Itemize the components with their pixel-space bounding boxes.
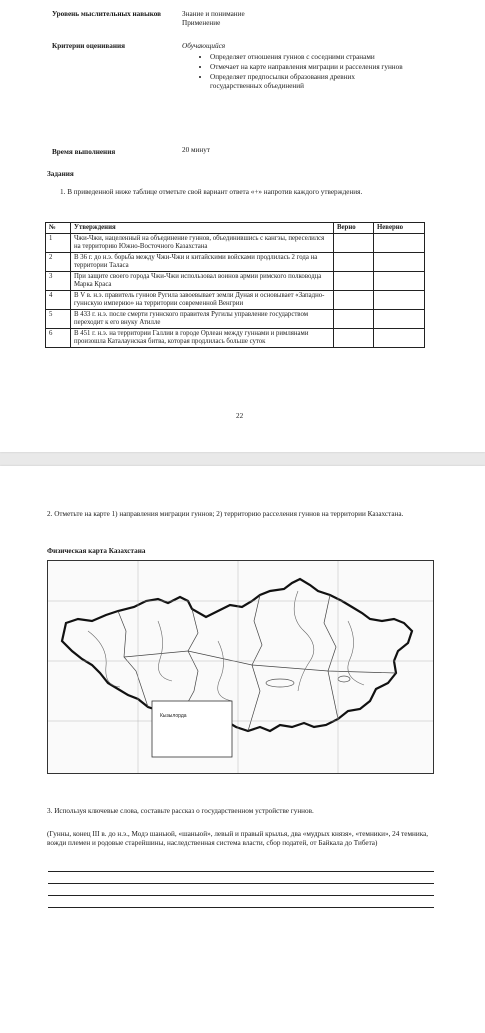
map-title: Физическая карта Казахстана: [47, 547, 146, 555]
answer-line[interactable]: [48, 883, 434, 884]
river-line: [348, 621, 364, 685]
answer-line[interactable]: [48, 907, 434, 908]
skill-level-label: Уровень мыслительных навыков: [52, 10, 162, 18]
row-statement: В V в. н.э. правитель гуннов Ругила завоевывает земли Дуная и основывает «Западно-гуннскую империю» на территории современной Венгрии: [71, 291, 334, 310]
country-border: [62, 579, 412, 731]
header-true: Верно: [334, 223, 374, 234]
answer-true-cell[interactable]: [334, 234, 374, 253]
table-row: [46, 329, 425, 348]
row-number: 3: [46, 272, 71, 291]
skill-level-value-1: Знание и понимание: [182, 10, 245, 18]
tasks-heading: Задания: [47, 170, 74, 178]
answer-false-cell[interactable]: [374, 253, 425, 272]
region-line: [324, 595, 338, 719]
statements-table: [45, 222, 425, 348]
map-inset-label: Кызылорда: [160, 713, 187, 719]
answer-true-cell[interactable]: [334, 291, 374, 310]
row-number: 2: [46, 253, 71, 272]
river-line: [294, 591, 314, 691]
time-label: Время выполнения: [52, 148, 116, 156]
answer-line[interactable]: [48, 871, 434, 872]
header-statements: Утверждения: [71, 223, 334, 234]
header-number: №: [46, 223, 71, 234]
skill-level-value-2: Применение: [182, 19, 221, 27]
table-row: [46, 272, 425, 291]
map-inset-box: [152, 701, 232, 757]
criteria-list: [196, 53, 406, 92]
table-row: [46, 234, 425, 253]
answer-false-cell[interactable]: [374, 272, 425, 291]
row-statement: В 433 г. н.э. после смерти гуннского правителя Ругилы управление государством переходит к его внуку Атилле: [71, 310, 334, 329]
river-line: [158, 621, 172, 681]
task-3-text: 3. Используя ключевые слова, составьте рассказ о государственном устройстве гуннов.: [47, 807, 314, 815]
task-3-keywords: (Гунны, конец III в. до н.э., Модэ шаньюй, «шаньюй», левый и правый крылья, два «мудрых князя», «темники», 24 темника, вожди племен и родовые старейшины, наследственная система власти, сбор податей, от Байкала до Тибета): [47, 830, 429, 847]
header-false: Неверно: [374, 223, 425, 234]
region-line: [124, 651, 396, 673]
time-value: 20 минут: [182, 146, 210, 154]
row-statement: Чжи-Чжи, нацеленный на объединение гуннов, объединившись с кангэы, переселился на территорию Южно-Восточного Казахстана: [71, 234, 334, 253]
answer-true-cell[interactable]: [334, 253, 374, 272]
map-outline-svg: [48, 561, 433, 773]
row-number: 5: [46, 310, 71, 329]
criteria-label: Критерии оценивания: [52, 42, 126, 50]
criteria-item: • Определяет предпосылки образования древних государственных объединений: [210, 73, 406, 91]
criteria-intro: Обучающийся: [182, 42, 226, 50]
row-number: 1: [46, 234, 71, 253]
answer-true-cell[interactable]: [334, 329, 374, 348]
criteria-item: • Определяет отношения гуннов с соседними странами: [210, 53, 406, 62]
answer-false-cell[interactable]: [374, 291, 425, 310]
kazakhstan-map[interactable]: [47, 560, 434, 774]
row-statement: При защите своего города Чжи-Чжи использовал воинов армии римского полководца Марка Краса: [71, 272, 334, 291]
criteria-item: • Отмечает на карте направления миграции и расселения гуннов: [210, 63, 406, 72]
answer-false-cell[interactable]: [374, 234, 425, 253]
document-page-2: [0, 466, 485, 1033]
answer-false-cell[interactable]: [374, 310, 425, 329]
task-2-text: 2. Отметьте на карте 1) направления миграции гуннов; 2) территорию расселения гуннов на территории Казахстана.: [47, 510, 404, 518]
row-statement: В 451 г. н.э. на территории Галлии в городе Орлеан между гуннами и римлянами произошла Каталаунская битва, которая продлилась больше суток: [71, 329, 334, 348]
table-row: [46, 291, 425, 310]
task-1-text: 1. В приведенной ниже таблице отметьте свой вариант ответа «+» напротив каждого утверждения.: [60, 188, 363, 196]
row-statement: В 36 г. до н.э. борьба между Чжи-Чжи и китайскими войсками продлилась 2 года на территории Таласа: [71, 253, 334, 272]
answer-false-cell[interactable]: [374, 329, 425, 348]
page-number: 22: [236, 412, 244, 420]
answer-true-cell[interactable]: [334, 272, 374, 291]
table-row: [46, 310, 425, 329]
document-page-1: [0, 0, 485, 452]
row-number: 4: [46, 291, 71, 310]
table-row: [46, 253, 425, 272]
answer-line[interactable]: [48, 895, 434, 896]
table-header-row: [46, 223, 425, 234]
lake-shape: [266, 679, 294, 687]
river-line: [218, 641, 232, 701]
row-number: 6: [46, 329, 71, 348]
region-line: [248, 595, 262, 731]
lake-shape: [338, 676, 350, 682]
answer-true-cell[interactable]: [334, 310, 374, 329]
